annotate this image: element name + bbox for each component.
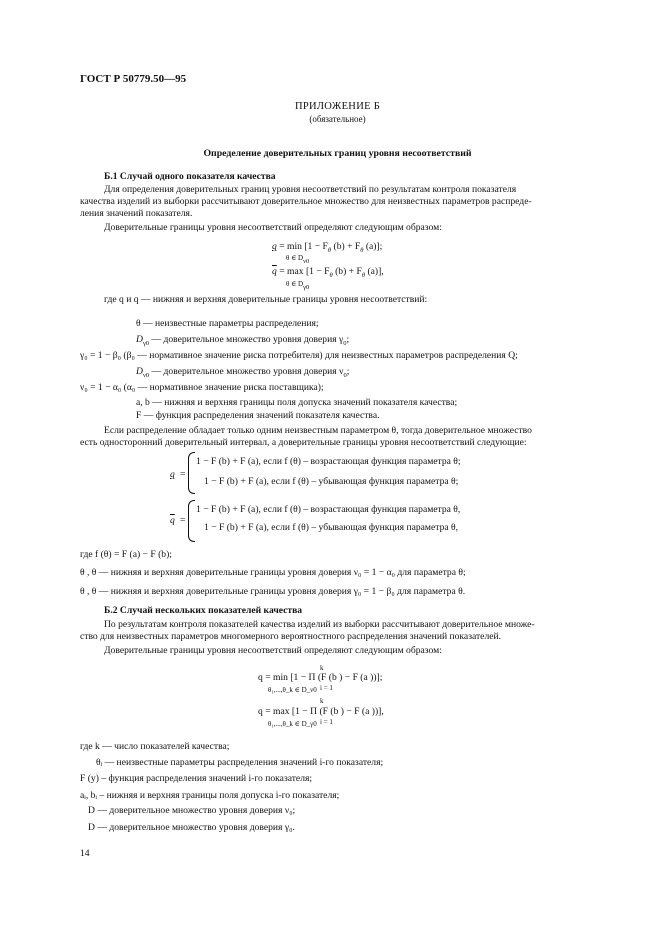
b1-p2: Доверительные границы уровня несоответствий определяют следующим образом: bbox=[104, 222, 442, 233]
case1-q-lower: q bbox=[170, 469, 175, 480]
b2-def-d-nu: D — доверительное множество уровня доверия ν₀; bbox=[88, 805, 296, 816]
b2-f2-prod-bottom: i = 1 bbox=[320, 718, 333, 726]
b2-p2: Доверительные границы уровня несоответствий определяют следующим образом: bbox=[104, 645, 442, 656]
case1-brace bbox=[188, 452, 195, 494]
case2-line1: 1 − F (b) + F (a), если f (θ) – возрастающая функция параметра θ, bbox=[196, 504, 461, 515]
case1-line2: 1 − F (b) + F (a), если f (θ) – убывающая функция параметра θ; bbox=[204, 476, 459, 487]
b2-f2-subscript: θ₁,...,θ_k ∈ D_γ0 bbox=[268, 720, 317, 728]
b2-def-a-b: aᵢ, bᵢ – нижняя и верхняя границы поля допуска i-го показателя; bbox=[80, 790, 340, 801]
b2-p1-line2: ство для неизвестных параметров многомерного вероятностного распределения значений показателей. bbox=[80, 631, 502, 642]
formula-lower-bound: $q = \min [1 - F_\theta$ $(b) + F_\theta$ (a)]; bbox=[272, 241, 383, 254]
b1-nu-line: θ , θ — нижняя и верхняя доверительные границы уровня доверия ν₀ = 1 − α₀ для параметра θ; bbox=[80, 567, 466, 578]
appendix-status: (обязательное) bbox=[309, 114, 366, 124]
def-a-b: a, b — нижняя и верхняя границы поля допуска значений показателя качества; bbox=[136, 397, 458, 408]
appendix-title: ПРИЛОЖЕНИЕ Б bbox=[294, 101, 381, 112]
def-gamma0: γ₀ = 1 − β₀ (β₀ — нормативное значение риска потребителя) для неизвестных параметров распределения Q; bbox=[80, 350, 518, 361]
b2-f1-prod-bottom: i = 1 bbox=[320, 684, 333, 692]
case2-q-upper: $\overline{q}$ bbox=[170, 515, 175, 526]
formula-upper-bound: $\overline{q} = \max [1 - F_\theta$ $(b) + F_\theta$ (a)], bbox=[272, 266, 384, 279]
section-b2-heading: Б.2 Случай нескольких показателей качества bbox=[104, 605, 303, 616]
page-number: 14 bbox=[80, 848, 90, 859]
def-nu0: ν₀ = 1 − α₀ (α₀ — нормативное значение риска поставщика); bbox=[80, 382, 324, 393]
def-d-gamma: $D_{\gamma 0}$ — доверительное множество уровня доверия $\gamma_0$; bbox=[136, 334, 350, 347]
b2-formula-upper: q = max [1 − Π (F (b ) − F (a ))], bbox=[258, 706, 384, 717]
def-d-nu: $D_{\nu 0}$ — доверительное множество уровня доверия $\nu_0$; bbox=[136, 366, 350, 379]
b2-p1-line1: По результатам контроля показателей качества изделий из выборки рассчитывают доверительное множе- bbox=[104, 619, 535, 630]
b2-def-d-gamma: D — доверительное множество уровня доверия γ₀. bbox=[88, 822, 295, 833]
section-b1-heading: Б.1 Случай одного показателя качества bbox=[104, 171, 276, 182]
case2-equals: = bbox=[180, 515, 186, 526]
b1-where-line: где q и q — нижняя и верхняя доверительные границы уровня несоответствий: bbox=[104, 294, 428, 305]
b1-where2: где f (θ) = F (a) − F (b); bbox=[80, 549, 172, 560]
formula-upper-bound-subscript: θ ∈ Dγ0 bbox=[286, 280, 310, 291]
b2-f1-prod-top: k bbox=[320, 664, 324, 672]
case2-line2: 1 − F (b) + F (a), если f (θ) – убывающая функция параметра θ, bbox=[204, 522, 459, 533]
b1-gamma-line: θ , θ — нижняя и верхняя доверительные границы уровня доверия γ₀ = 1 − β₀ для параметра θ. bbox=[80, 586, 466, 597]
appendix-heading: Определение доверительных границ уровня несоответствий bbox=[203, 148, 472, 159]
def-f: F — функция распределения значений показателя качества. bbox=[136, 410, 380, 421]
doc-code: ГОСТ Р 50779.50—95 bbox=[80, 73, 187, 85]
b2-def-f: F (y) – функция распределения значений i-го показателя; bbox=[80, 773, 313, 784]
b1-p1-line2: качества изделий из выборки рассчитывают доверительное множество для неизвестных параметров распреде- bbox=[80, 196, 532, 207]
b2-formula-lower: q = min [1 − Π (F (b ) − F (a ))]; bbox=[258, 672, 383, 683]
b1-p1-line3: ления значений показателя. bbox=[80, 208, 193, 219]
b1-p3-line1: Если распределение обладает только одним неизвестным параметром θ, тогда доверительное множество bbox=[104, 425, 532, 436]
def-theta: θ — неизвестные параметры распределения; bbox=[136, 318, 319, 329]
case1-line1: 1 − F (b) + F (a), если f (θ) – возрастающая функция параметра θ; bbox=[196, 456, 461, 467]
b2-f1-subscript: θ₁,...,θ_k ∈ D_ν0 bbox=[268, 686, 317, 694]
b1-p3-line2: есть односторонний доверительный интервал, а доверительные границы уровня несоответствий следующие: bbox=[80, 437, 527, 448]
b1-p1-line1: Для определения доверительных границ уровня несоответствий по результатам контроля показателя bbox=[104, 184, 517, 195]
b2-def-theta: θᵢ — неизвестные параметры распределения значений i-го показателя; bbox=[96, 757, 384, 768]
case1-equals: = bbox=[180, 469, 186, 480]
formula-lower-bound-subscript: θ ∈ Dν0 bbox=[286, 254, 310, 265]
case2-brace bbox=[188, 500, 195, 542]
b2-f2-prod-top: k bbox=[320, 697, 324, 705]
b2-def-k: где k — число показателей качества; bbox=[80, 741, 230, 752]
